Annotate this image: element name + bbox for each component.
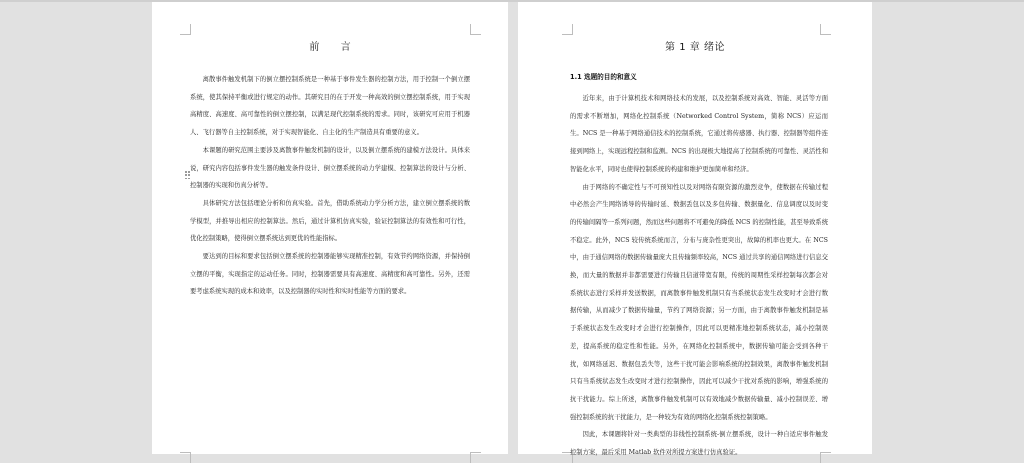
paragraph[interactable]: 由于网络的不确定性与不可预知性以及对网络有限资源的激烈竞争，使数据在传输过程中必然会产生网络诱导的传输时延、数据丢包以及多包传输、数据量化、信息调度以及时变的传输间隔等一系列问题，然而这些问题将不可避免的降低 NCS 的控制性能，甚至导致系统不稳定。此外，NCS 较传统系统而言，分布与庞杂性更突出，故障的机率也更大。在 NCS 中，由于通信网络的数据传输量庞大且传输频率较高，NCS 通过共享的通信网络进行信息交换，而大量的数据并非都需要进行传输且信道带宽有限，传统的周期性采样控制每次都会对系统状态进行采样并发送数据，而离散事件触发机制只有当系统状态发生改变时才会进行数据传输，从而减少了数据传输量，节约了网络资源；另一方面，由于离散事件触发机制是基于系统状态发生改变时才会进行控制操作，因此可以更精准地控制系统状态，减小控制误差，提高系统的稳定性和性能。另外，在网络化控制系统中，数据传输可能会受到各种干扰，如网络延迟、数据包丢失等，这些干扰可能会影响系统的控制效果，离散事件触发机制只有当系统状态发生改变时才进行控制操作，因此可以减少干扰对系统的影响，增强系统的抗干扰能力。综上所述，离散事件触发机制可以有效地减少数据传输量、减小控制误差、增强控制系统的抗干扰能力，是一种较为有效的网络化控制系统控制策略。: [570, 183, 828, 421]
chapter-body[interactable]: [570, 90, 828, 462]
paragraph[interactable]: 因此，本课题将针对一类典型的非线性控制系统-倒立摆系统，设计一种自适应事件触发控制方案，最后采用 Matlab 软件对所提方案进行仿真验证。: [570, 431, 828, 457]
paragraph[interactable]: 近年来，由于计算机技术和网络技术的发展，以及控制系统对高效、智能、灵活等方面的需求不断增加，网络化控制系统（Networked Control System，简称 NCS）应运而生。NCS 是一种基于网络通信技术的控制系统，它通过将传感器、执行器、控制器等组件连接到网络上，实现远程控制和监测。NCS 的出现极大地提高了控制系统的可靠性、灵活性和智能化水平，同时也使得控制系统的构建和维护更加简单和经济。: [570, 95, 828, 173]
document-page-chapter-1: [518, 0, 872, 457]
margin-corner-mark: [820, 24, 831, 35]
paragraph[interactable]: 具体研究方法包括理论分析和仿真实验。首先，借助系统动力学分析方法，建立倒立摆系统的数学模型，并推导出相应的控制算法。然后，通过计算机仿真实验，验证控制算法的有效性和可行性，优化控制策略，使得倒立摆系统达到更优的性能指标。: [190, 199, 470, 243]
margin-corner-mark: [562, 24, 573, 35]
preface-body[interactable]: [190, 71, 470, 301]
page-title: 前 言: [309, 42, 360, 53]
paragraph[interactable]: 要达到的目标和要求包括倒立摆系统的控制器能够实现精准控制，有效节约网络资源，并保持倒立摆的平衡，实现指定的运动任务。同时，控制器需要具有高速度、高精度和高可靠性。另外，还需要考虑系统实现的成本和效率，以及控制器的实时性和实时性能等方面的要求。: [190, 253, 470, 296]
margin-corner-mark: [470, 24, 481, 35]
paragraph[interactable]: 离散事件触发机制下的倒立摆控制系统是一种基于事件发生器的控制方法，用于控制一个倒立摆系统，使其保持平衡或进行规定的动作。其研究目的在于开发一种高效的倒立摆控制系统，用于实现高精度、高速度、高可靠性的倒立摆控制，以满足现代控制系统的需求。同时，该研究可应用于机器人、飞行器等自主控制系统，对于实现智能化、自主化的生产制造具有重要的意义。: [190, 76, 470, 137]
paragraph[interactable]: 本课题的研究范围主要涉及离散事件触发机制的设计，以及倒立摆系统的建模方法设计。具体来说，研究内容包括事件发生器的触发条件设计、倒立摆系统的动力学建模、控制算法的设计与分析、控制器的实现和仿真分析等。: [190, 146, 470, 190]
chapter-title: 第 1 章 绪论: [665, 42, 725, 53]
document-page-preface: [152, 0, 508, 454]
section-heading: 1.1 选题的目的和意义: [570, 73, 637, 81]
drag-handle-icon[interactable]: [185, 171, 190, 180]
window-top-edge: [0, 0, 1024, 2]
margin-corner-mark: [180, 24, 191, 35]
